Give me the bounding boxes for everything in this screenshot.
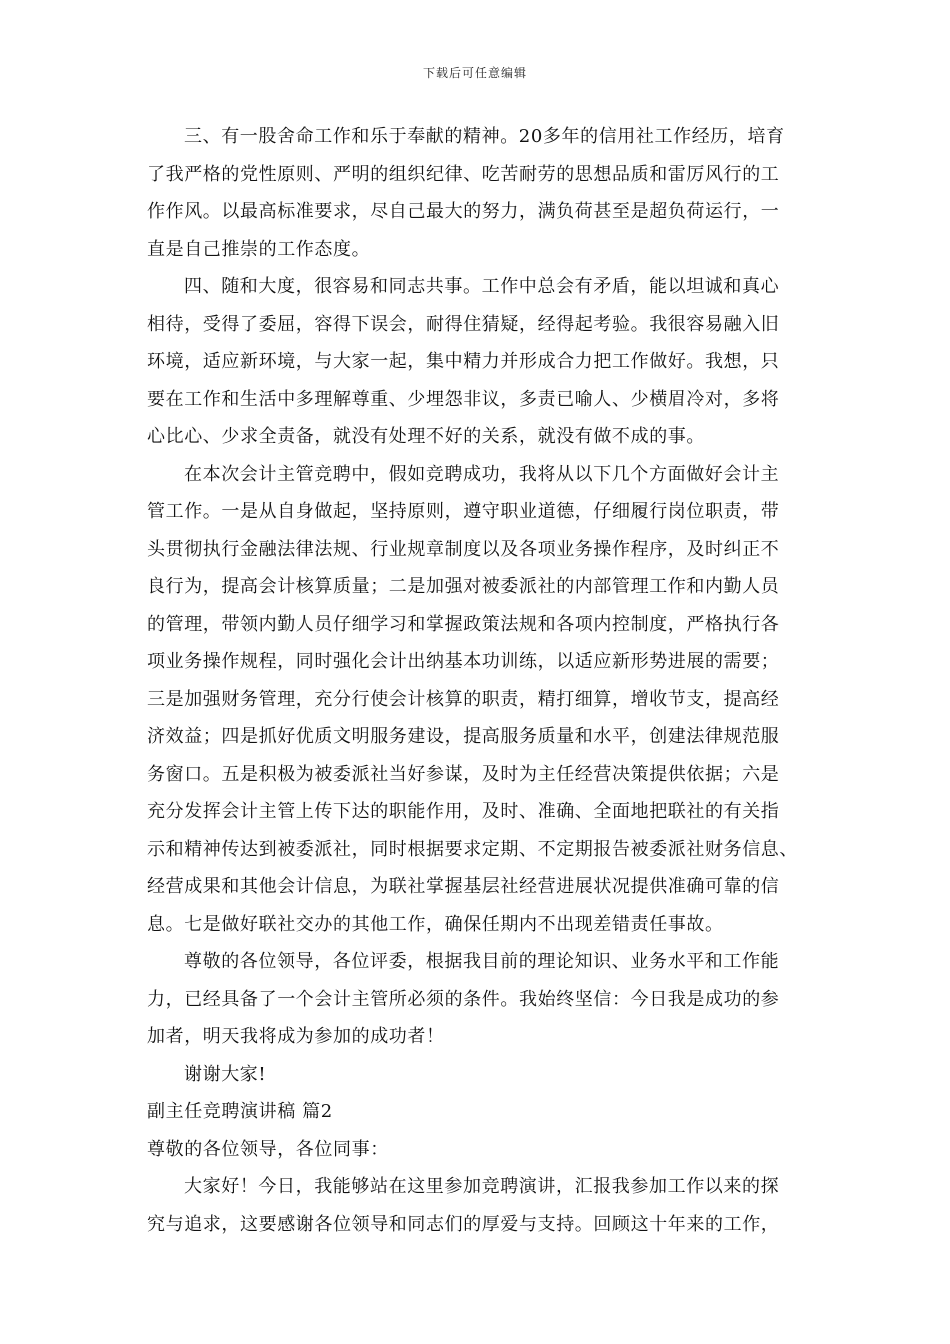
text-line: 三、有一股舍命工作和乐于奉献的精神。20多年的信用社工作经历，培育 — [184, 126, 785, 147]
text-line: 的管理，带领内勤人员仔细学习和掌握政策法规和各项内控制度，严格执行各 — [147, 613, 780, 635]
paragraph — [147, 1056, 811, 1094]
text-line: 环境，适应新环境，与大家一起，集中精力并形成合力把工作做好。我想，只 — [147, 351, 780, 372]
text-line: 充分发挥会计主管上传下达的职能作用，及时、准确、全面地把联社的有关指 — [147, 801, 780, 822]
text-line: 尊敬的各位领导，各位评委，根据我目前的理论知识、业务水平和工作能 — [184, 951, 780, 972]
page-header: 下载后可任意编辑 — [422, 66, 527, 80]
text-line: 在本次会计主管竞聘中，假如竞聘成功，我将从以下几个方面做好会计主 — [184, 463, 780, 485]
text-line: 了我严格的党性原则、严明的组织纪律、吃苦耐劳的思想品质和雷厉风行的工 — [147, 163, 780, 185]
paragraph — [147, 943, 811, 1056]
text-line: 加者，明天我将成为参加的成功者！ — [147, 1026, 445, 1047]
text-line: 经营成果和其他会计信息，为联社掌握基层社经营进展状况提供准确可靠的信 — [147, 876, 780, 897]
text-line: 相待，受得了委屈，容得下误会，耐得住猜疑，经得起考验。我很容易融入旧 — [147, 313, 780, 335]
text-line: 三是加强财务管理，充分行使会计核算的职责，精打细算，增收节支，提高经 — [147, 688, 780, 710]
text-line: 作作风。以最高标准要求，尽自己最大的努力，满负荷甚至是超负荷运行，一 — [147, 201, 780, 222]
text-line: 济效益；四是抓好优质文明服务建设，提高服务质量和水平，创建法律规范服 — [147, 726, 780, 747]
paragraph — [147, 268, 811, 456]
section-heading — [147, 1093, 811, 1131]
salutation — [147, 1131, 811, 1169]
text-line: 要在工作和生活中多理解尊重、少埋怨非议，多责已喻人、少横眉冷对，多将 — [147, 388, 780, 410]
document-body — [147, 118, 811, 1243]
text-line: 管工作。一是从自身做起，坚持原则，遵守职业道德，仔细履行岗位职责，带 — [147, 501, 780, 522]
text-line: 大家好！今日，我能够站在这里参加竞聘演讲，汇报我参加工作以来的探 — [184, 1176, 780, 1197]
text-line: 直是自己推崇的工作态度。 — [147, 238, 371, 260]
text-line: 四、随和大度，很容易和同志共事。工作中总会有矛盾，能以坦诚和真心 — [184, 276, 780, 297]
text-line: 息。七是做好联社交办的其他工作，确保任期内不出现差错责任事故。 — [147, 913, 724, 935]
text-line: 良行为，提高会计核算质量；二是加强对被委派社的内部管理工作和内勤人员 — [147, 576, 780, 597]
text-line: 务窗口。五是积极为被委派社当好参谋，及时为主任经营决策提供依据；六是 — [147, 763, 780, 785]
text-line: 究与追求，这要感谢各位领导和同志们的厚爱与支持。回顾这十年来的工作， — [147, 1213, 780, 1235]
paragraph — [147, 1168, 811, 1243]
salutation-line: 尊敬的各位领导，各位同事： — [147, 1138, 389, 1160]
closing-thanks: 谢谢大家! — [184, 1063, 267, 1085]
text-line: 项业务操作规程，同时强化会计出纳基本功训练，以适应新形势进展的需要； — [147, 651, 780, 672]
section-title: 副主任竞聘演讲稿 篇2 — [147, 1101, 333, 1122]
text-line: 心比心、少求全责备，就没有处理不好的关系，就没有做不成的事。 — [147, 426, 705, 447]
text-line: 示和精神传达到被委派社，同时根据要求定期、不定期报告被委派社财务信息、 — [147, 838, 798, 860]
paragraph — [147, 456, 811, 944]
text-line: 力，已经具备了一个会计主管所必须的条件。我始终坚信：今日我是成功的参 — [147, 988, 780, 1010]
text-line: 头贯彻执行金融法律法规、行业规章制度以及各项业务操作程序，及时纠正不 — [147, 538, 780, 560]
paragraph — [147, 118, 811, 268]
